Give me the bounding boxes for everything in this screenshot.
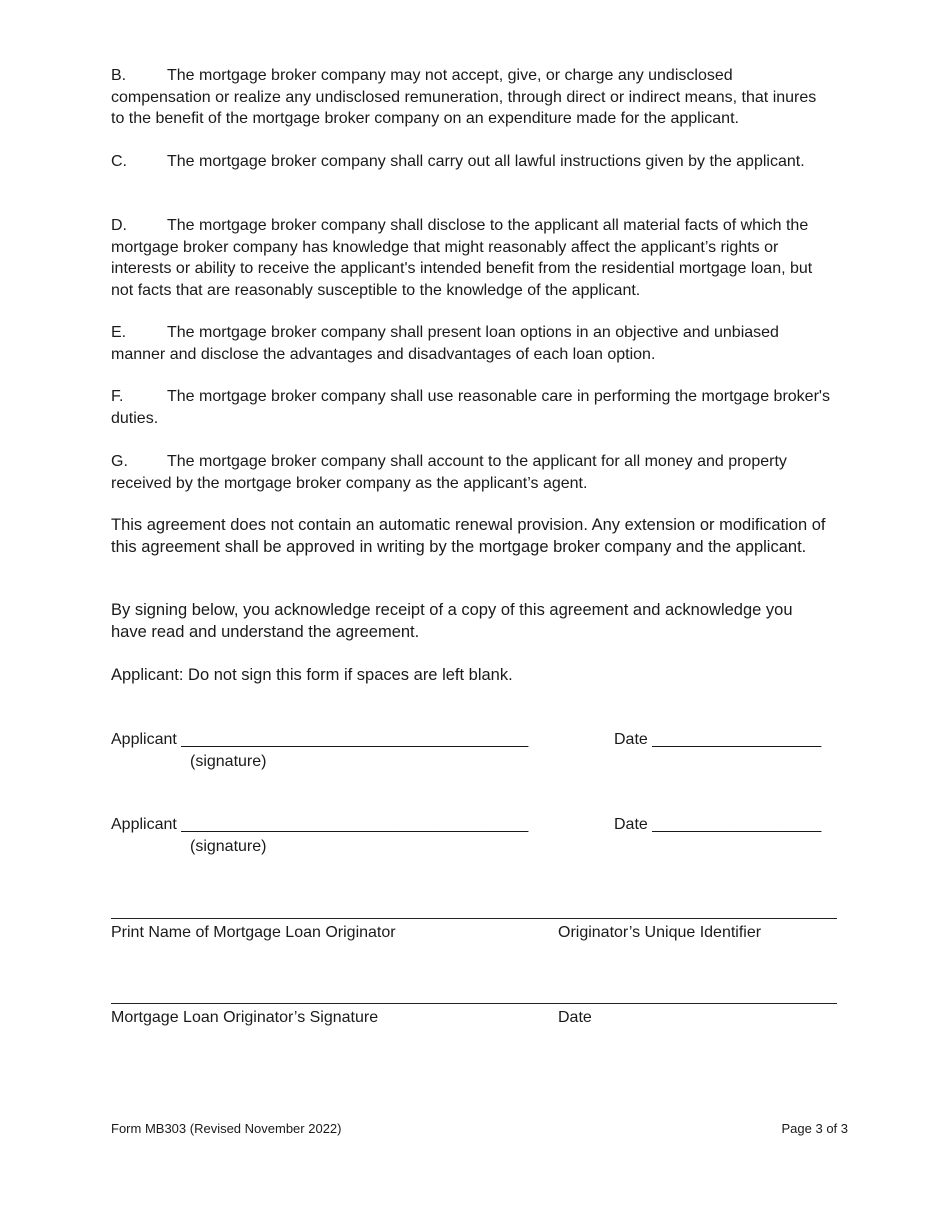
originator-signature-line[interactable] xyxy=(111,1003,837,1004)
page-number: Page 3 of 3 xyxy=(781,1121,848,1136)
item-text: The mortgage broker company shall carry out all lawful instructions given by the applicant. xyxy=(167,153,805,170)
form-identifier: Form MB303 (Revised November 2022) xyxy=(111,1121,342,1136)
originator-signature-label: Mortgage Loan Originator’s Signature xyxy=(111,1009,379,1026)
signature-note-2: (signature) xyxy=(190,838,267,855)
item-letter: G. xyxy=(111,453,128,470)
list-item-d xyxy=(111,215,831,301)
item-text: The mortgage broker company may not accept, give, or charge any undisclosed compensation or realize any undisclosed remuneration, through direct or indirect means, that inures to the benefit of the mortgage broker company on an expenditure made for the applicant. xyxy=(111,67,817,128)
originator-date-label: Date xyxy=(558,1009,592,1026)
item-text: The mortgage broker company shall disclose to the applicant all material facts of which the mortgage broker company has knowledge that might reasonably affect the applicant’s rights or interests or ability to receive the applicant's intended benefit from the residential mortgage loan, but not facts that are reasonably susceptible to the knowledge of the applicant. xyxy=(111,217,813,299)
item-letter: B. xyxy=(111,67,127,84)
applicant-date-line-1[interactable]: Date ___________________ xyxy=(614,731,822,748)
item-letter: F. xyxy=(111,388,124,405)
renewal-paragraph: This agreement does not contain an automatic renewal provision. Any extension or modification of this agreement shall be approved in writing by the mortgage broker company and the applicant. xyxy=(111,516,826,556)
acknowledge-paragraph: By signing below, you acknowledge receipt of a copy of this agreement and acknowledge you have read and understand the agreement. xyxy=(111,601,793,641)
item-letter: E. xyxy=(111,324,127,341)
item-letter: C. xyxy=(111,153,127,170)
list-item-c xyxy=(111,151,831,173)
list-item-b xyxy=(111,65,831,130)
item-letter: D. xyxy=(111,217,127,234)
applicant-date-line-2[interactable]: Date ___________________ xyxy=(614,816,822,833)
originator-name-line[interactable] xyxy=(111,918,837,919)
applicant-signature-line-1[interactable]: Applicant _______________________________________ xyxy=(111,731,529,748)
item-text: The mortgage broker company shall present loan options in an objective and unbiased manner and disclose the advantages and disadvantages of each loan option. xyxy=(111,324,779,363)
item-text: The mortgage broker company shall account to the applicant for all money and property received by the mortgage broker company as the applicant’s agent. xyxy=(111,453,787,492)
signature-note-1: (signature) xyxy=(190,753,267,770)
list-item-g xyxy=(111,451,831,494)
list-item-e xyxy=(111,322,831,365)
applicant-signature-line-2[interactable]: Applicant _______________________________________ xyxy=(111,816,529,833)
unique-identifier-label: Originator’s Unique Identifier xyxy=(558,924,762,941)
item-text: The mortgage broker company shall use reasonable care in performing the mortgage broker's duties. xyxy=(111,388,830,427)
print-name-label: Print Name of Mortgage Loan Originator xyxy=(111,924,396,941)
blank-spaces-warning: Applicant: Do not sign this form if spaces are left blank. xyxy=(111,666,513,684)
list-item-f xyxy=(111,386,831,429)
